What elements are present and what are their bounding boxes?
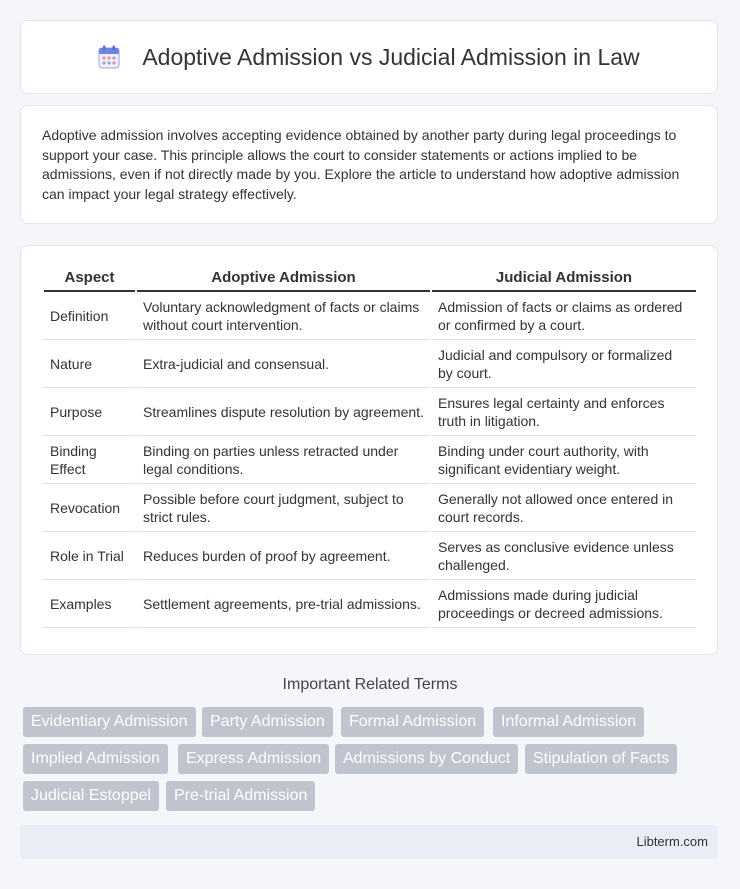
aspect-cell: Role in Trial [44,532,135,580]
related-term-tag[interactable]: Judicial Estoppel [23,781,159,811]
adoptive-cell: Extra-judicial and consensual. [137,340,430,388]
header-judicial: Judicial Admission [432,264,696,292]
judicial-cell: Serves as conclusive evidence unless challenged. [432,532,696,580]
footer [20,825,718,859]
related-term-tag[interactable]: Implied Admission [23,744,168,774]
adoptive-cell: Voluntary acknowledgment of facts or claims without court intervention. [137,292,430,340]
header-adoptive: Adoptive Admission [137,264,430,292]
related-term-tag[interactable]: Informal Admission [493,707,644,737]
related-term-tag[interactable]: Express Admission [178,744,329,774]
header-aspect: Aspect [44,264,135,292]
aspect-cell: Revocation [44,484,135,532]
aspect-cell: Nature [44,340,135,388]
table-header-row [44,264,696,292]
adoptive-cell: Streamlines dispute resolution by agreement. [137,388,430,436]
adoptive-cell: Binding on parties unless retracted under legal conditions. [137,436,430,484]
adoptive-cell: Reduces burden of proof by agreement. [137,532,430,580]
table-row [44,484,696,532]
table-row [44,580,696,628]
footer-site-link[interactable]: Libterm.com [636,834,708,849]
comparison-table-card [20,245,718,655]
related-term-tag[interactable]: Evidentiary Admission [23,707,196,737]
related-term-tag[interactable]: Pre-trial Admission [166,781,315,811]
aspect-cell: Definition [44,292,135,340]
table-row [44,436,696,484]
table-row [44,532,696,580]
related-terms-title: Important Related Terms [282,676,458,693]
table-row [44,388,696,436]
title-card [20,20,718,94]
judicial-cell: Ensures legal certainty and enforces truth in litigation. [432,388,696,436]
aspect-cell: Purpose [44,388,135,436]
related-term-tag[interactable]: Stipulation of Facts [525,744,677,774]
judicial-cell: Admissions made during judicial proceedings or decreed admissions. [432,580,696,628]
judicial-cell: Generally not allowed once entered in court records. [432,484,696,532]
aspect-cell: Examples [44,580,135,628]
judicial-cell: Admission of facts or claims as ordered or confirmed by a court. [432,292,696,340]
aspect-cell: Binding Effect [44,436,135,484]
judicial-cell: Judicial and compulsory or formalized by court. [432,340,696,388]
intro-text: Adoptive admission involves accepting evidence obtained by another party during legal proceedings to support your case. This principle allows the court to consider statements or actions implied to be admissions, even if not directly made by you. Explore the article to understand how adoptive admission can impact your legal strategy effectively. [42,127,680,202]
related-term-tag[interactable]: Admissions by Conduct [335,744,518,774]
adoptive-cell: Settlement agreements, pre-trial admissions. [137,580,430,628]
page-title: Adoptive Admission vs Judicial Admission in Law [142,43,640,70]
judicial-cell: Binding under court authority, with significant evidentiary weight. [432,436,696,484]
calendar-icon [98,45,120,69]
table-row [44,292,696,340]
intro-card [20,105,718,224]
related-term-tag[interactable]: Formal Admission [341,707,484,737]
comparison-table [42,264,698,628]
related-term-tag[interactable]: Party Admission [202,707,333,737]
adoptive-cell: Possible before court judgment, subject to strict rules. [137,484,430,532]
table-row [44,340,696,388]
